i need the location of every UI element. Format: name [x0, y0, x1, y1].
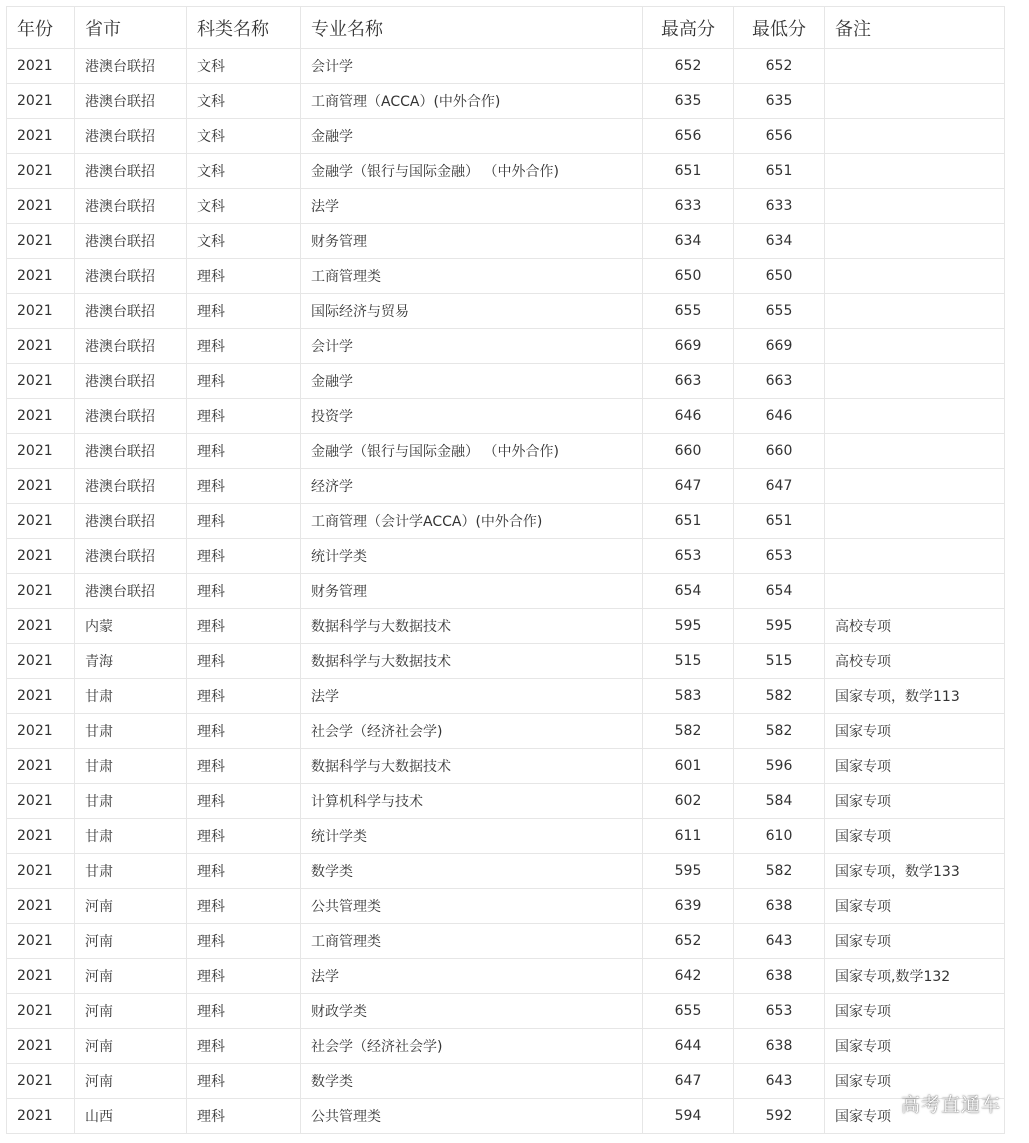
- cell-notes: 国家专项: [825, 1099, 1005, 1134]
- cell-major: 数据科学与大数据技术: [301, 609, 643, 644]
- table-row: [7, 784, 1005, 819]
- cell-notes: 国家专项，数学113: [825, 679, 1005, 714]
- cell-category: 理科: [187, 924, 301, 959]
- cell-year: 2021: [7, 784, 75, 819]
- cell-year: 2021: [7, 889, 75, 924]
- cell-province: 河南: [75, 959, 187, 994]
- cell-province: 甘肃: [75, 854, 187, 889]
- cell-major: 财政学类: [301, 994, 643, 1029]
- cell-province: 港澳台联招: [75, 329, 187, 364]
- cell-major: 会计学: [301, 49, 643, 84]
- cell-category: 理科: [187, 1029, 301, 1064]
- cell-min-score: 654: [734, 574, 825, 609]
- cell-notes: 国家专项,数学132: [825, 959, 1005, 994]
- cell-major: 工商管理（ACCA）(中外合作): [301, 84, 643, 119]
- cell-max-score: 655: [643, 994, 734, 1029]
- cell-category: 理科: [187, 294, 301, 329]
- watermark-text: 高考直通车: [900, 1094, 1001, 1116]
- cell-min-score: 635: [734, 84, 825, 119]
- cell-notes: [825, 259, 1005, 294]
- cell-notes: 国家专项: [825, 889, 1005, 924]
- cell-category: 理科: [187, 854, 301, 889]
- cell-province: 河南: [75, 1064, 187, 1099]
- cell-max-score: 595: [643, 609, 734, 644]
- cell-min-score: 647: [734, 469, 825, 504]
- cell-max-score: 651: [643, 504, 734, 539]
- cell-province: 港澳台联招: [75, 119, 187, 154]
- cell-category: 理科: [187, 539, 301, 574]
- cell-notes: [825, 364, 1005, 399]
- cell-year: 2021: [7, 49, 75, 84]
- cell-notes: [825, 434, 1005, 469]
- table-row: [7, 819, 1005, 854]
- cell-max-score: 515: [643, 644, 734, 679]
- cell-major: 金融学（银行与国际金融） （中外合作): [301, 154, 643, 189]
- cell-year: 2021: [7, 364, 75, 399]
- header-year: 年份: [7, 7, 75, 49]
- cell-min-score: 582: [734, 679, 825, 714]
- cell-min-score: 596: [734, 749, 825, 784]
- cell-major: 财务管理: [301, 574, 643, 609]
- cell-max-score: 582: [643, 714, 734, 749]
- cell-major: 数据科学与大数据技术: [301, 749, 643, 784]
- cell-notes: [825, 84, 1005, 119]
- cell-province: 甘肃: [75, 784, 187, 819]
- cell-year: 2021: [7, 749, 75, 784]
- cell-notes: 国家专项: [825, 994, 1005, 1029]
- cell-max-score: 652: [643, 49, 734, 84]
- cell-category: 理科: [187, 259, 301, 294]
- cell-max-score: 646: [643, 399, 734, 434]
- cell-max-score: 650: [643, 259, 734, 294]
- table-row: [7, 994, 1005, 1029]
- cell-notes: [825, 469, 1005, 504]
- cell-notes: [825, 539, 1005, 574]
- cell-major: 金融学: [301, 119, 643, 154]
- cell-notes: 国家专项: [825, 714, 1005, 749]
- cell-province: 港澳台联招: [75, 154, 187, 189]
- cell-province: 港澳台联招: [75, 504, 187, 539]
- cell-major: 统计学类: [301, 539, 643, 574]
- cell-min-score: 643: [734, 1064, 825, 1099]
- table-row: [7, 609, 1005, 644]
- table-row: [7, 434, 1005, 469]
- cell-min-score: 584: [734, 784, 825, 819]
- cell-category: 理科: [187, 1064, 301, 1099]
- cell-major: 金融学（银行与国际金融） （中外合作): [301, 434, 643, 469]
- cell-province: 港澳台联招: [75, 469, 187, 504]
- cell-year: 2021: [7, 434, 75, 469]
- table-row: [7, 679, 1005, 714]
- cell-category: 理科: [187, 364, 301, 399]
- cell-min-score: 595: [734, 609, 825, 644]
- cell-notes: 国家专项，数学133: [825, 854, 1005, 889]
- cell-year: 2021: [7, 329, 75, 364]
- cell-province: 港澳台联招: [75, 84, 187, 119]
- table-row: [7, 924, 1005, 959]
- cell-category: 理科: [187, 679, 301, 714]
- cell-province: 甘肃: [75, 679, 187, 714]
- cell-major: 数学类: [301, 1064, 643, 1099]
- cell-province: 甘肃: [75, 819, 187, 854]
- cell-category: 理科: [187, 434, 301, 469]
- header-min-score: 最低分: [734, 7, 825, 49]
- cell-province: 港澳台联招: [75, 259, 187, 294]
- cell-max-score: 651: [643, 154, 734, 189]
- cell-major: 法学: [301, 189, 643, 224]
- cell-category: 理科: [187, 994, 301, 1029]
- cell-min-score: 634: [734, 224, 825, 259]
- cell-major: 国际经济与贸易: [301, 294, 643, 329]
- cell-category: 理科: [187, 609, 301, 644]
- cell-major: 公共管理类: [301, 889, 643, 924]
- cell-min-score: 638: [734, 889, 825, 924]
- table-row: [7, 189, 1005, 224]
- cell-major: 数据科学与大数据技术: [301, 644, 643, 679]
- header-notes: 备注: [825, 7, 1005, 49]
- cell-notes: [825, 574, 1005, 609]
- cell-category: 理科: [187, 469, 301, 504]
- cell-max-score: 594: [643, 1099, 734, 1134]
- cell-year: 2021: [7, 714, 75, 749]
- cell-category: 理科: [187, 1099, 301, 1134]
- cell-year: 2021: [7, 469, 75, 504]
- cell-notes: 高校专项: [825, 644, 1005, 679]
- cell-major: 金融学: [301, 364, 643, 399]
- cell-min-score: 669: [734, 329, 825, 364]
- cell-max-score: 634: [643, 224, 734, 259]
- cell-min-score: 651: [734, 154, 825, 189]
- cell-year: 2021: [7, 1099, 75, 1134]
- cell-min-score: 651: [734, 504, 825, 539]
- cell-min-score: 643: [734, 924, 825, 959]
- cell-category: 理科: [187, 749, 301, 784]
- cell-notes: 国家专项: [825, 749, 1005, 784]
- cell-year: 2021: [7, 854, 75, 889]
- cell-max-score: 639: [643, 889, 734, 924]
- cell-category: 理科: [187, 784, 301, 819]
- table-row: [7, 399, 1005, 434]
- cell-max-score: 601: [643, 749, 734, 784]
- cell-min-score: 582: [734, 854, 825, 889]
- cell-min-score: 653: [734, 539, 825, 574]
- cell-min-score: 582: [734, 714, 825, 749]
- cell-category: 理科: [187, 574, 301, 609]
- cell-max-score: 660: [643, 434, 734, 469]
- table-row: [7, 224, 1005, 259]
- table-body: [7, 49, 1005, 1134]
- admission-score-table: [6, 6, 1005, 1134]
- table-row: [7, 154, 1005, 189]
- cell-category: 文科: [187, 84, 301, 119]
- cell-year: 2021: [7, 574, 75, 609]
- cell-category: 理科: [187, 644, 301, 679]
- cell-province: 河南: [75, 994, 187, 1029]
- cell-min-score: 592: [734, 1099, 825, 1134]
- cell-province: 港澳台联招: [75, 294, 187, 329]
- cell-year: 2021: [7, 504, 75, 539]
- cell-year: 2021: [7, 644, 75, 679]
- cell-max-score: 642: [643, 959, 734, 994]
- cell-province: 港澳台联招: [75, 434, 187, 469]
- cell-year: 2021: [7, 399, 75, 434]
- table-row: [7, 644, 1005, 679]
- table-row: [7, 714, 1005, 749]
- cell-province: 内蒙: [75, 609, 187, 644]
- cell-notes: [825, 399, 1005, 434]
- cell-category: 文科: [187, 119, 301, 154]
- cell-min-score: 515: [734, 644, 825, 679]
- cell-year: 2021: [7, 959, 75, 994]
- cell-major: 工商管理（会计学ACCA）(中外合作): [301, 504, 643, 539]
- cell-category: 理科: [187, 399, 301, 434]
- cell-major: 计算机科学与技术: [301, 784, 643, 819]
- table-row: [7, 84, 1005, 119]
- table-row: [7, 504, 1005, 539]
- cell-min-score: 653: [734, 994, 825, 1029]
- cell-max-score: 583: [643, 679, 734, 714]
- cell-year: 2021: [7, 189, 75, 224]
- table-row: [7, 469, 1005, 504]
- table-row: [7, 539, 1005, 574]
- cell-max-score: 611: [643, 819, 734, 854]
- cell-min-score: 638: [734, 1029, 825, 1064]
- cell-category: 文科: [187, 154, 301, 189]
- cell-max-score: 656: [643, 119, 734, 154]
- cell-notes: [825, 504, 1005, 539]
- cell-max-score: 653: [643, 539, 734, 574]
- table-row: [7, 749, 1005, 784]
- table-row: [7, 294, 1005, 329]
- cell-notes: [825, 119, 1005, 154]
- header-category: 科类名称: [187, 7, 301, 49]
- table-row: [7, 49, 1005, 84]
- cell-province: 港澳台联招: [75, 189, 187, 224]
- cell-notes: 国家专项: [825, 1064, 1005, 1099]
- table-row: [7, 854, 1005, 889]
- header-province: 省市: [75, 7, 187, 49]
- cell-year: 2021: [7, 259, 75, 294]
- cell-province: 河南: [75, 889, 187, 924]
- cell-province: 山西: [75, 1099, 187, 1134]
- cell-major: 会计学: [301, 329, 643, 364]
- cell-major: 投资学: [301, 399, 643, 434]
- cell-province: 河南: [75, 1029, 187, 1064]
- cell-notes: 国家专项: [825, 819, 1005, 854]
- cell-min-score: 610: [734, 819, 825, 854]
- cell-category: 文科: [187, 49, 301, 84]
- cell-major: 工商管理类: [301, 259, 643, 294]
- cell-notes: [825, 189, 1005, 224]
- cell-year: 2021: [7, 924, 75, 959]
- cell-category: 理科: [187, 714, 301, 749]
- cell-min-score: 638: [734, 959, 825, 994]
- cell-max-score: 635: [643, 84, 734, 119]
- cell-year: 2021: [7, 1064, 75, 1099]
- cell-min-score: 655: [734, 294, 825, 329]
- cell-province: 青海: [75, 644, 187, 679]
- cell-year: 2021: [7, 119, 75, 154]
- cell-notes: [825, 329, 1005, 364]
- cell-max-score: 654: [643, 574, 734, 609]
- table-row: [7, 959, 1005, 994]
- cell-major: 统计学类: [301, 819, 643, 854]
- cell-category: 文科: [187, 189, 301, 224]
- score-table-container: [6, 6, 1004, 1134]
- cell-max-score: 595: [643, 854, 734, 889]
- cell-year: 2021: [7, 224, 75, 259]
- table-header-row: [7, 7, 1005, 49]
- cell-max-score: 633: [643, 189, 734, 224]
- cell-max-score: 655: [643, 294, 734, 329]
- cell-major: 数学类: [301, 854, 643, 889]
- cell-notes: 高校专项: [825, 609, 1005, 644]
- cell-category: 理科: [187, 889, 301, 924]
- cell-major: 工商管理类: [301, 924, 643, 959]
- table-row: [7, 1064, 1005, 1099]
- cell-category: 理科: [187, 819, 301, 854]
- header-major: 专业名称: [301, 7, 643, 49]
- cell-category: 理科: [187, 959, 301, 994]
- cell-min-score: 646: [734, 399, 825, 434]
- cell-major: 财务管理: [301, 224, 643, 259]
- cell-major: 法学: [301, 959, 643, 994]
- table-row: [7, 119, 1005, 154]
- cell-notes: 国家专项: [825, 1029, 1005, 1064]
- cell-year: 2021: [7, 679, 75, 714]
- cell-province: 河南: [75, 924, 187, 959]
- cell-min-score: 650: [734, 259, 825, 294]
- cell-year: 2021: [7, 154, 75, 189]
- cell-year: 2021: [7, 1029, 75, 1064]
- cell-category: 理科: [187, 329, 301, 364]
- table-row: [7, 259, 1005, 294]
- cell-major: 经济学: [301, 469, 643, 504]
- cell-province: 港澳台联招: [75, 224, 187, 259]
- cell-max-score: 652: [643, 924, 734, 959]
- cell-year: 2021: [7, 609, 75, 644]
- table-row: [7, 1029, 1005, 1064]
- cell-max-score: 647: [643, 469, 734, 504]
- cell-notes: 国家专项: [825, 924, 1005, 959]
- cell-province: 港澳台联招: [75, 539, 187, 574]
- cell-year: 2021: [7, 294, 75, 329]
- cell-year: 2021: [7, 819, 75, 854]
- cell-max-score: 669: [643, 329, 734, 364]
- cell-notes: 国家专项: [825, 784, 1005, 819]
- cell-province: 港澳台联招: [75, 364, 187, 399]
- cell-province: 甘肃: [75, 714, 187, 749]
- cell-min-score: 652: [734, 49, 825, 84]
- table-row: [7, 574, 1005, 609]
- cell-major: 法学: [301, 679, 643, 714]
- cell-major: 公共管理类: [301, 1099, 643, 1134]
- cell-notes: [825, 49, 1005, 84]
- cell-province: 甘肃: [75, 749, 187, 784]
- table-row: [7, 1099, 1005, 1134]
- cell-year: 2021: [7, 994, 75, 1029]
- table-row: [7, 889, 1005, 924]
- table-row: [7, 364, 1005, 399]
- cell-province: 港澳台联招: [75, 399, 187, 434]
- cell-province: 港澳台联招: [75, 49, 187, 84]
- cell-min-score: 633: [734, 189, 825, 224]
- cell-min-score: 660: [734, 434, 825, 469]
- cell-max-score: 644: [643, 1029, 734, 1064]
- cell-major: 社会学（经济社会学): [301, 714, 643, 749]
- cell-max-score: 602: [643, 784, 734, 819]
- cell-year: 2021: [7, 84, 75, 119]
- cell-notes: [825, 294, 1005, 329]
- cell-year: 2021: [7, 539, 75, 574]
- cell-province: 港澳台联招: [75, 574, 187, 609]
- cell-max-score: 647: [643, 1064, 734, 1099]
- cell-category: 理科: [187, 504, 301, 539]
- cell-category: 文科: [187, 224, 301, 259]
- cell-notes: [825, 224, 1005, 259]
- cell-notes: [825, 154, 1005, 189]
- cell-major: 社会学（经济社会学): [301, 1029, 643, 1064]
- cell-max-score: 663: [643, 364, 734, 399]
- table-row: [7, 329, 1005, 364]
- header-max-score: 最高分: [643, 7, 734, 49]
- cell-min-score: 663: [734, 364, 825, 399]
- cell-min-score: 656: [734, 119, 825, 154]
